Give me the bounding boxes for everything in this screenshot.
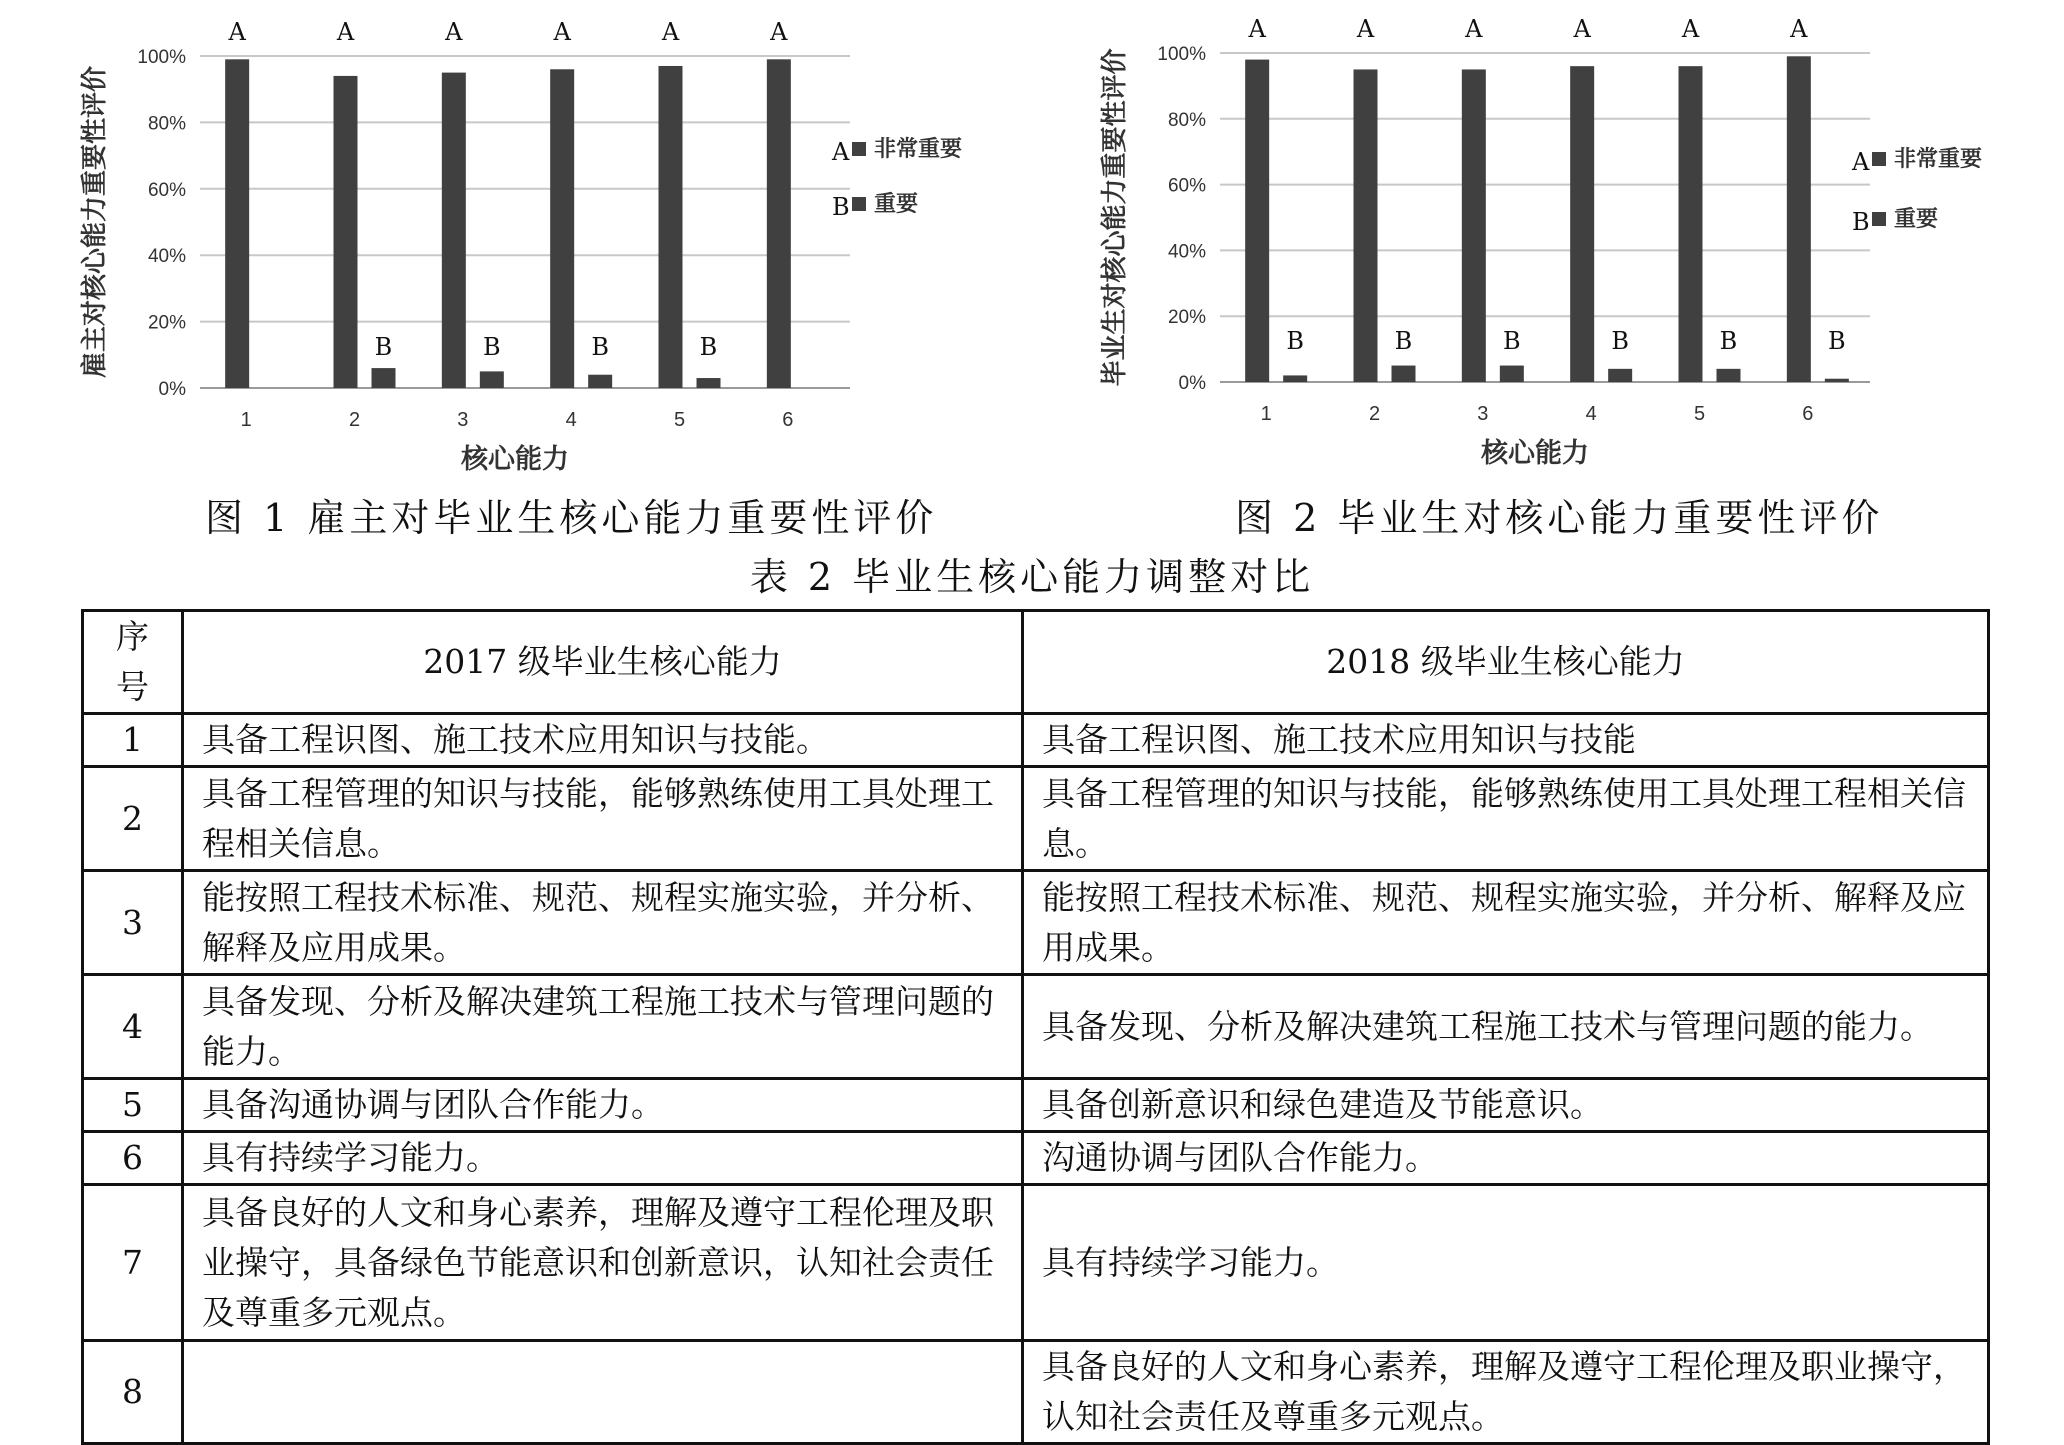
x-axis-label: 核心能力	[1481, 438, 1589, 469]
row-no: 8	[83, 1341, 183, 1444]
table-row	[83, 975, 1989, 1079]
y-tick-label: 40%	[1167, 241, 1206, 263]
x-tick-label: 3	[1477, 403, 1489, 425]
bar-very-important	[1787, 56, 1811, 382]
bar-label-a: A	[228, 18, 246, 46]
bar-label-a: A	[1248, 15, 1266, 43]
row-no: 1	[83, 714, 183, 767]
bar-label-b: B	[483, 333, 501, 361]
bar-label-a: A	[553, 18, 571, 46]
bar-label-b: B	[1394, 327, 1413, 355]
row-no: 4	[83, 975, 183, 1079]
bar-important	[1608, 369, 1632, 382]
bar-label-b: B	[1828, 327, 1846, 355]
cell-2018: 能按照工程技术标准、规范、规程实施实验，并分析、解释及应用成果。	[1023, 871, 1989, 975]
y-tick-label: 80%	[1167, 109, 1206, 131]
legend-swatch	[1872, 212, 1886, 226]
legend-label: 重要	[874, 192, 919, 217]
cell-2018: 具备良好的人文和身心素养，理解及遵守工程伦理及职业操守，认知社会责任及尊重多元观点。	[1023, 1341, 1989, 1444]
y-tick-label: 40%	[147, 246, 186, 268]
row-no: 2	[83, 767, 183, 871]
bar-label-a: A	[1681, 15, 1700, 43]
y-tick-label: 20%	[1167, 307, 1206, 329]
table-row	[83, 871, 1989, 975]
bar-label-b: B	[1503, 327, 1521, 355]
bar-very-important	[659, 66, 683, 388]
y-tick-label: 0%	[1178, 373, 1206, 394]
bar-label-a: A	[661, 18, 680, 46]
figure-2-caption: 图 2 毕业生对核心能力重要性评价	[1235, 496, 1884, 540]
y-tick-label: 100%	[1157, 44, 1206, 65]
figure-1-caption: 图 1 雇主对毕业生核心能力重要性评价	[205, 496, 938, 540]
cell-2018: 具备发现、分析及解决建筑工程施工技术与管理问题的能力。	[1023, 975, 1989, 1079]
legend-label: 非常重要	[1894, 147, 1983, 172]
bar-very-important	[1354, 69, 1378, 382]
bar-important	[1392, 366, 1416, 382]
bar-label-b: B	[1719, 327, 1738, 355]
cell-2018: 沟通协调与团队合作能力。	[1023, 1132, 1989, 1185]
bar-label-a: A	[1356, 15, 1375, 43]
x-tick-label: 2	[348, 409, 361, 431]
table-title: 表 2 毕业生核心能力调整对比	[749, 555, 1315, 599]
x-tick-label: 2	[1368, 403, 1381, 425]
legend-marker-letter: B	[832, 193, 850, 221]
legend-label: 非常重要	[874, 137, 963, 162]
cell-2017: 具备工程识图、施工技术应用知识与技能。	[183, 714, 1023, 767]
row-no: 7	[83, 1185, 183, 1341]
x-tick-label: 1	[240, 409, 252, 431]
core-ability-table	[81, 609, 1990, 1445]
cell-2018: 具备工程识图、施工技术应用知识与技能	[1023, 714, 1989, 767]
y-tick-label: 0%	[158, 379, 186, 400]
bar-label-a: A	[1573, 15, 1591, 43]
legend-marker-letter: B	[1852, 208, 1870, 236]
y-tick-label: 80%	[147, 113, 186, 135]
legend-swatch	[1872, 152, 1886, 166]
bar-label-a: A	[770, 18, 788, 46]
bar-important	[372, 368, 396, 388]
bar-very-important	[334, 76, 358, 388]
legend-swatch	[852, 197, 866, 211]
cell-2017: 具备沟通协调与团队合作能力。	[183, 1079, 1023, 1132]
bar-label-a: A	[336, 18, 355, 46]
x-tick-label: 1	[1260, 403, 1272, 425]
bar-important	[1283, 375, 1307, 382]
cell-2017: 具备发现、分析及解决建筑工程施工技术与管理问题的能力。	[183, 975, 1023, 1079]
bar-very-important	[1462, 69, 1486, 382]
table-row	[83, 1079, 1989, 1132]
bar-important	[1825, 379, 1849, 382]
row-no: 6	[83, 1132, 183, 1185]
bar-important	[588, 375, 612, 388]
y-tick-label: 60%	[1167, 175, 1206, 197]
y-tick-label: 60%	[147, 179, 186, 201]
legend-swatch	[852, 142, 866, 156]
x-tick-label: 6	[1802, 403, 1814, 425]
legend-marker-letter: A	[832, 138, 850, 166]
y-axis-label: 毕业生对核心能力重要性评价	[1100, 48, 1130, 387]
table-row	[83, 767, 1989, 871]
header-2017: 2017 级毕业生核心能力	[183, 611, 1023, 714]
x-tick-label: 5	[673, 409, 686, 431]
bar-important	[1500, 366, 1524, 382]
header-2018: 2018 级毕业生核心能力	[1023, 611, 1989, 714]
cell-2017	[183, 1341, 1023, 1444]
header-no: 序号	[83, 611, 183, 714]
cell-2017: 具有持续学习能力。	[183, 1132, 1023, 1185]
bar-very-important	[1570, 66, 1594, 382]
bar-important	[697, 378, 721, 388]
bar-label-b: B	[591, 333, 609, 361]
row-no: 5	[83, 1079, 183, 1132]
bar-label-a: A	[1465, 15, 1483, 43]
x-tick-label: 4	[565, 409, 577, 431]
cell-2017: 具备良好的人文和身心素养，理解及遵守工程伦理及职业操守，具备绿色节能意识和创新意识，认知社会责任及尊重多元观点。	[183, 1185, 1023, 1341]
bar-very-important	[550, 69, 574, 388]
cell-2018: 具备创新意识和绿色建造及节能意识。	[1023, 1079, 1989, 1132]
table-row	[83, 1341, 1989, 1444]
bar-very-important	[767, 59, 791, 388]
table-header-row	[83, 611, 1989, 714]
chart-graduate-evaluation	[1080, 0, 2040, 480]
bar-label-a: A	[1790, 15, 1808, 43]
cell-2018: 具有持续学习能力。	[1023, 1185, 1989, 1341]
bar-very-important	[225, 59, 249, 388]
bar-important	[1717, 369, 1741, 382]
x-tick-label: 5	[1693, 403, 1706, 425]
y-axis-label: 雇主对核心能力重要性评价	[80, 65, 110, 379]
x-tick-label: 6	[782, 409, 794, 431]
bar-label-b: B	[1286, 327, 1304, 355]
x-axis-label: 核心能力	[461, 444, 569, 475]
x-tick-label: 4	[1585, 403, 1597, 425]
bar-very-important	[1245, 60, 1269, 382]
bar-label-b: B	[699, 333, 718, 361]
y-tick-label: 20%	[147, 312, 186, 334]
chart-graduate-svg	[1080, 0, 2040, 480]
y-tick-label: 100%	[137, 47, 186, 68]
bar-very-important	[442, 73, 466, 388]
table-row	[83, 714, 1989, 767]
cell-2017: 能按照工程技术标准、规范、规程实施实验，并分析、解释及应用成果。	[183, 871, 1023, 975]
cell-2017: 具备工程管理的知识与技能，能够熟练使用工具处理工程相关信息。	[183, 767, 1023, 871]
chart-employer-svg	[60, 0, 1020, 480]
chart-employer-evaluation	[60, 0, 1020, 480]
row-no: 3	[83, 871, 183, 975]
bar-label-a: A	[445, 18, 463, 46]
bar-important	[480, 371, 504, 388]
bar-label-b: B	[374, 333, 393, 361]
legend-label: 重要	[1894, 207, 1939, 232]
bar-very-important	[1679, 66, 1703, 382]
legend-marker-letter: A	[1852, 148, 1870, 176]
table-row	[83, 1185, 1989, 1341]
x-tick-label: 3	[457, 409, 469, 431]
table-row	[83, 1132, 1989, 1185]
cell-2018: 具备工程管理的知识与技能，能够熟练使用工具处理工程相关信息。	[1023, 767, 1989, 871]
bar-label-b: B	[1611, 327, 1629, 355]
